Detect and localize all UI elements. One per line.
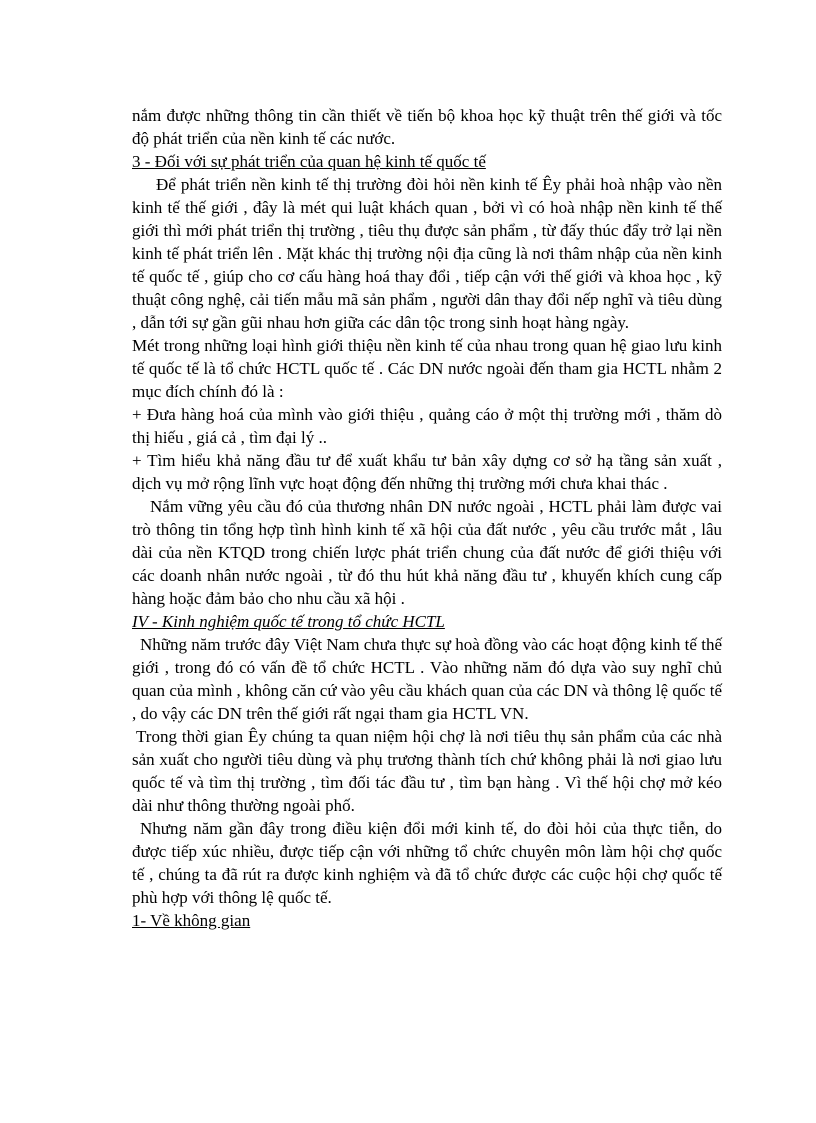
paragraph-market-integration: Để phát triển nền kinh tế thị trường đòi hỏi nền kinh tế Êy phải hoà nhập vào nền kinh tế thế giới , đây là mét qui luật khách quan , bởi vì có hoà nhập nền kinh tế thế giới thì mới phát triển thị trường , tiêu thụ được sản phẩm , từ đấy thúc đẩy trở lại nền kinh tế phát triển lên . Mặt khác thị trường nội địa cũng là nơi thâm nhập của nền kinh tế quốc tế , giúp cho cơ cấu hàng hoá thay đổi , tiếp cận với thế giới và khoa học , kỹ thuật công nghệ, cải tiến mẫu mã sản phẩm , người dân thay đổi nếp nghĩ và tiêu dùng , dẫn tới sự gần gũi nhau hơn giữa các dân tộc trong sinh hoạt hàng ngày. <box>132 175 722 332</box>
subsection-heading-space: 1- Về không gian <box>132 911 251 930</box>
bullet-goal-2: + Tìm hiểu khả năng đầu tư để xuất khẩu tư bản xây dựng cơ sở hạ tầng sản xuất , dịch vụ mở rộng lĩnh vực hoạt động đến những thị trường mới chưa khai thác . <box>132 451 722 493</box>
section-heading-3: 3 - Đối với sự phát triển của quan hệ kinh tế quốc tế <box>132 152 486 171</box>
paragraph-intro-continuation: nắm được những thông tin cần thiết về tiến bộ khoa học kỹ thuật trên thế giới và tốc độ phát triển của nền kinh tế các nước. <box>132 106 722 148</box>
paragraph-recent-years: Nhưng năm gần đây trong điều kiện đổi mới kinh tế, do đòi hỏi của thực tiễn, do được tiếp xúc nhiều, được tiếp cận với những tổ chức chuyên môn làm hội chợ quốc tế , chúng ta đã rút ra được kinh nghiệm và đã tổ chức được các cuộc hội chợ quốc tế phù hợp với thông lệ quốc tế. <box>132 819 722 907</box>
document-body <box>132 104 722 932</box>
paragraph-past-experience: Những năm trước đây Việt Nam chưa thực sự hoà đồng vào các hoạt động kinh tế thế giới , trong đó có vấn đề tổ chức HCTL . Vào những năm đó dựa vào suy nghĩ chủ quan của mình , không căn cứ vào yêu cầu khách quan của các DN và thông lệ quốc tế , do vậy các DN trên thế giới rất ngại tham gia HCTL VN. <box>132 635 722 723</box>
section-heading-iv: IV - Kinh nghiệm quốc tế trong tổ chức HCTL <box>132 612 445 631</box>
paragraph-hctl-intro: Mét trong những loại hình giới thiệu nền kinh tế của nhau trong quan hệ giao lưu kinh tế quốc tế là tổ chức HCTL quốc tế . Các DN nước ngoài đến tham gia HCTL nhằm 2 mục đích chính đó là : <box>132 336 722 401</box>
paragraph-requirements: Nắm vững yêu cầu đó của thương nhân DN nước ngoài , HCTL phải làm được vai trò thông tin tổng hợp tình hình kinh tế xã hội của đất nước , yêu cầu trước mắt , lâu dài của nền KTQD trong chiến lược phát triển chung của đất nước để giới thiệu với các doanh nhân nước ngoài , từ đó thu hút khả năng đầu tư , khuyến khích cung cấp hàng hoặc đảm bảo cho nhu cầu xã hội . <box>132 497 722 608</box>
bullet-goal-1: + Đưa hàng hoá của mình vào giới thiệu , quảng cáo ở một thị trường mới , thăm dò thị hiếu , giá cả , tìm đại lý .. <box>132 405 722 447</box>
paragraph-fair-concept: Trong thời gian Êy chúng ta quan niệm hội chợ là nơi tiêu thụ sản phẩm của các nhà sản xuất cho người tiêu dùng và phụ trương thành tích chứ không phải là nơi giao lưu quốc tế và tìm thị trường , tìm đối tác đầu tư , tìm bạn hàng . Vì thế hội chợ mở kéo dài như thông thường ngoài phố. <box>132 727 722 815</box>
